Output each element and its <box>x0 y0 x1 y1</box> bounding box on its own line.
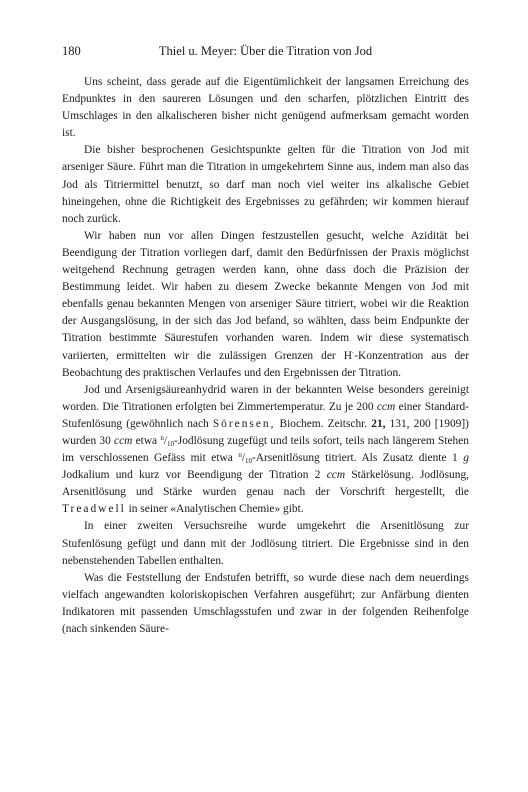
normality-numerator: n <box>160 433 164 442</box>
unit-ccm: ccm <box>376 400 396 413</box>
paragraph-1: Uns scheint, dass gerade auf die Eigentümlichkeit der langsamen Erreichung des Endpunktes in den saureren Lösungen und den scharfen, plötzlichen Eintritt des Umschlages in den alkalischeren bisher nicht genügend aufmerksam gemacht worden ist. <box>62 76 469 140</box>
paragraph-2: Die bisher besprochenen Gesichtspunkte gelten für die Titration von Jod mit arseniger Säure. Führt man die Titration in umgekehrtem Sinne aus, indem man also das Jod als Titriermittel benutzt, so darf man noch viel weiter ins alkalische Gebiet hineingehen, ohne die Richtigkeit des Ergebnisses zu gefährden; wir kommen hierauf noch zurück. <box>62 144 469 225</box>
paragraph-6: Was die Feststellung der Endstufen betrifft, so wurde diese nach dem neuerdings vielfach angewandten koloriskopischen Verfahren ausgeführt; zur Anfärbung dienten Indikatoren mit passenden Umschlagsstufen und zwar in der folgenden Reihenfolge (nach sinkenden Säure- <box>62 571 469 635</box>
page-number: 180 <box>62 44 81 58</box>
volume-number: 21, <box>371 417 386 430</box>
normality-denominator: 10 <box>167 439 175 448</box>
unit-ccm: ccm <box>114 434 133 447</box>
p4-text-3: Biochem. Zeitschr. <box>279 417 368 430</box>
paragraph-3-text-a: Wir haben nun vor allen Dingen festzustellen gesucht, welche Azidität bei Beendigung der Titration vorliegen darf, damit den Bedürfnissen der Praxis möglichst weitgehend Rechnung getragen werden kann, ohne dass doch die Präzision der Bestimmung leidet. Wir haben zu diesem Zwecke bekannte Mengen von Jod mit ebenfalls genau bekannten Mengen von arseniger Säure titriert, wobei wir die Reaktion der Ausgangslösung, in der sich das Jod befand, so wählten, dass beim Endpunkte der Titration bestimmte Säurestufen vorhanden waren. Indem wir diese systematisch variierten, ermittelten wir die zulässigen Grenzen der H <box>62 229 469 362</box>
p4-text-10: in seiner «Analytischen Chemie» gibt. <box>128 503 304 516</box>
p4-text-5: etwa <box>135 434 158 447</box>
author-sorensen: Sörensen, <box>212 417 276 430</box>
paragraph-3-text-b: -Konzentration aus der Beobachtung des praktischen Verlaufes und den Ergebnissen der Titration. <box>62 349 470 379</box>
p4-text-4: 131, 200 [1909]) wurden 30 <box>62 417 469 447</box>
paragraph-4: Jod und Arsenigsäureanhydrid waren in der bekannten Weise besonders gereinigt worden. Die Titrationen erfolgten bei Zimmertemperatur. Zu je 200 ccm einer Standard-Stufenlösung (gewöhnlich nach Sörensen, Biochem. Zeitschr. 21, 131, 200 [1909]) wurden 30 ccm etwa $^n/_{10}$-Jodlösung zugefügt und teils sofort, teils nach längerem Stehen im verschlossenen Gefäss mit etwa $^n/_{10}$-Arsenitlösung titriert. Als Zusatz diente 1 g Jodkalium und kurz vor Beendigung der Titration 2 ccm Stärkelösung. Jodlösung, Arsenitlösung und Stärke wurden genau nach der Vorschrift hergestellt, die Treadwell in seiner «Analytischen Chemie» gibt. <box>62 383 469 516</box>
p4-text-8: Jodkalium und kurz vor Beendigung der Titration 2 <box>62 469 321 482</box>
p4-text-6: -Jodlösung zugefügt und teils sofort, teils nach längerem Stehen im verschlossenen Gefäss mit etwa <box>62 434 469 465</box>
p4-text-2: einer Standard-Stufenlösung (gewöhnlich nach <box>62 400 469 430</box>
normality-denominator: 10 <box>245 457 252 466</box>
normality-numerator: n <box>238 451 242 460</box>
paragraph-5: In einer zweiten Versuchsreihe wurde umgekehrt die Arsenitlösung zur Stufenlösung gefügt und dann mit der Jodlösung titriert. Die Ergebnisse sind in den nebenstehenden Tabellen enthalten. <box>62 520 469 567</box>
paragraph-3 <box>62 228 469 382</box>
p4-text-9: Stärkelösung. Jodlösung, Arsenitlösung und Stärke wurden genau nach der Vorschrift hergestellt, die <box>62 469 469 499</box>
page-header <box>62 44 469 58</box>
p4-text-1: Jod und Arsenigsäureanhydrid waren in der bekannten Weise besonders gereinigt worden. Die Titrationen erfolgten bei Zimmertemperatur. Zu je 200 <box>62 383 469 413</box>
unit-gram: g <box>463 452 469 465</box>
body-text <box>62 74 469 638</box>
p4-text-7: -Arsenitlösung titriert. Als Zusatz diente 1 <box>252 452 458 465</box>
unit-ccm: ccm <box>326 469 346 482</box>
h-ion-charge: · <box>351 348 355 357</box>
running-head: Thiel u. Meyer: Über die Titration von Jod <box>158 44 373 58</box>
author-treadwell: Treadwell <box>62 503 126 516</box>
